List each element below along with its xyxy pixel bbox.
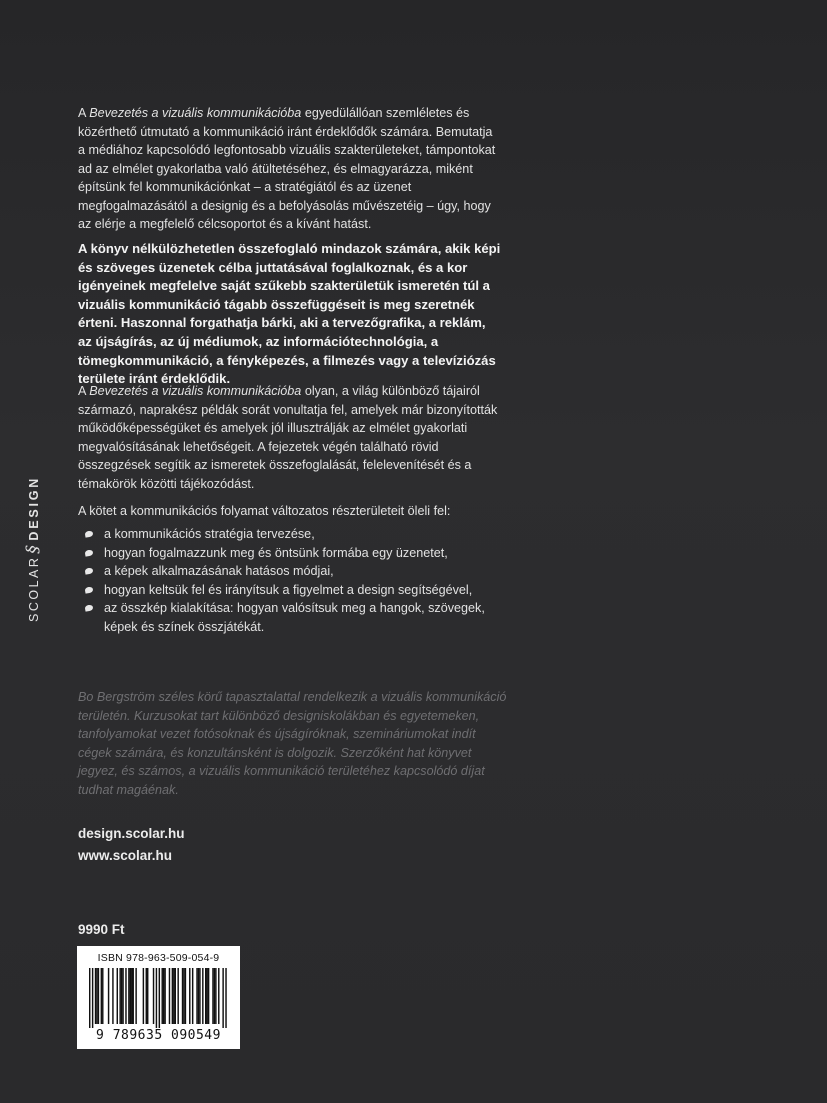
spine-brand-scolar: SCOLAR <box>27 555 41 622</box>
bullet-icon <box>85 568 94 575</box>
barcode-bar <box>169 968 170 1024</box>
barcode-bar <box>225 968 226 1028</box>
barcode-bar <box>214 968 215 1024</box>
barcode-digits: 9 789635 090549 <box>96 1028 221 1043</box>
barcode-bar <box>163 968 164 1024</box>
barcode-bar <box>222 968 223 1028</box>
list-item <box>84 599 514 636</box>
barcode-bar <box>199 968 200 1024</box>
intro-prefix: A <box>78 106 90 120</box>
barcode-bar <box>92 968 93 1028</box>
bold-paragraph-text: A könyv nélkülözhetetlen összefoglaló mindazok számára, akik képi és szöveges üzenetek célba juttatásával foglalkoznak, és a kor igényeinek megfelelve saját szűkebb szakterületük ismeretén túl a vizuális kommunikáció tágabb összefüggéseit is meg szeretnék érteni. Haszonnal forgathatja bárki, aki a tervezőgrafika, a reklám, az újságírás, az új médiumok, az információtechnológia, a tömegkommunikáció, a fényképezés, a filmezés vagy a televíziózás területe iránt érdeklődik. <box>78 241 501 387</box>
barcode-bar <box>121 968 122 1024</box>
isbn-label: ISBN 978-963-509-054-9 <box>97 952 220 964</box>
barcode-bar <box>162 968 163 1024</box>
list-intro <box>78 502 498 521</box>
list-item-text: hogyan fogalmazzunk meg és öntsünk formába egy üzenetet, <box>104 545 448 560</box>
barcode-bar <box>122 968 123 1024</box>
barcode-bar <box>102 968 103 1024</box>
barcode-bar <box>192 968 193 1024</box>
barcode-bar <box>185 968 186 1024</box>
barcode-bar <box>205 968 206 1024</box>
barcode-bar <box>196 968 197 1024</box>
barcode-bar <box>119 968 120 1024</box>
barcode-bar <box>108 968 109 1024</box>
list-item <box>84 581 514 600</box>
intro-paragraph <box>78 104 502 234</box>
barcode-bar <box>183 968 184 1024</box>
list-item <box>84 544 514 563</box>
barcode-bar <box>125 968 126 1024</box>
barcode-bar <box>112 968 113 1024</box>
barcode-bar <box>182 968 183 1024</box>
barcode-bar <box>98 968 99 1024</box>
url-www[interactable]: www.scolar.hu <box>78 848 173 863</box>
spine-brand-design: DESIGN <box>27 475 41 541</box>
bullet-icon <box>85 605 94 612</box>
examples-text: olyan, a világ különböző tájairól származó, naprakész példák sorát vonultatja fel, amelyek már bizonyították működőképességüket és amelyek jól illusztrálják az elmélet gyakorlati megvalósításának lehetőségeit. A fejezetek végén található rövid összegzések segítik az ismeretek összefoglalását, felelevenítését és a témakörök közötti tájékozódást. <box>78 384 498 491</box>
barcode-bar <box>153 968 154 1024</box>
bullet-icon <box>85 549 94 556</box>
barcode-bar <box>89 968 90 1028</box>
spine-brand <box>23 476 43 622</box>
barcode-bar <box>95 968 96 1024</box>
examples-paragraph <box>78 382 498 493</box>
barcode-bar <box>172 968 173 1024</box>
list-item-text: az összkép kialakítása: hogyan valósítsuk meg a hangok, szövegek, képek és színek összjátékát. <box>104 601 485 634</box>
barcode-bar <box>218 968 219 1024</box>
barcode-bar <box>101 968 102 1024</box>
barcode-bar <box>189 968 190 1024</box>
barcode-bar <box>131 968 132 1024</box>
price: 9990 Ft <box>78 922 125 937</box>
barcode-bar <box>159 968 160 1028</box>
barcode <box>77 946 240 1049</box>
bullet-icon <box>85 586 94 593</box>
list-intro-text: A kötet a kommunikációs folyamat változatos részterületeit öleli fel: <box>78 504 451 518</box>
barcode-bars-icon <box>81 968 236 1028</box>
barcode-bar <box>156 968 157 1028</box>
examples-prefix: A <box>78 384 90 398</box>
url-design[interactable]: design.scolar.hu <box>78 826 185 841</box>
scolar-logo-icon: § <box>23 542 43 554</box>
list-item <box>84 525 514 544</box>
bold-paragraph <box>78 240 502 389</box>
barcode-bar <box>128 968 129 1024</box>
barcode-bar <box>117 968 118 1024</box>
barcode-bar <box>206 968 207 1024</box>
bullet-icon <box>85 530 94 537</box>
barcode-bar <box>146 968 147 1024</box>
barcode-bar <box>215 968 216 1024</box>
author-bio: Bo Bergström széles körű tapasztalattal rendelkezik a vizuális kommunikáció területén. Kurzusokat tart különböző designiskolákban és egyetemeken, tanfolyamokat vezet fotósoknak és újságíróknak, szemináriumokat indít cégek számára, és konzultánsként is dolgozik. Szerzőként hat könyvet jegyez, és számos, a vizuális kommunikáció területéhez kapcsolódó díjat tudhat magáénak. <box>78 690 507 797</box>
barcode-bar <box>147 968 148 1024</box>
list-item <box>84 562 514 581</box>
list-item-text: hogyan keltsük fel és irányítsuk a figyelmet a design segítségével, <box>104 582 473 597</box>
list-item-text: a kommunikációs stratégia tervezése, <box>104 527 315 541</box>
intro-book-title: Bevezetés a vizuális kommunikációba <box>89 106 302 120</box>
intro-text: egyedülállóan szemléletes és közérthető útmutató a kommunikáció iránt érdeklődők számára. Bemutatja a médiához kapcsolódó legfontosabb vizuális szakterületeket, támpontokat ad az elmélet gyakorlatba való átültetéséhez, és elmagyarázza, miként építsünk fel kommunikációnkat – a stratégiától és az üzenet megfogalmazásától a designig és a befolyásolás művészetéig – úgy, hogy az elérje a megfelelő célcsoportot és a kívánt hatást. <box>78 106 496 231</box>
barcode-bar <box>133 968 134 1024</box>
barcode-bar <box>130 968 131 1024</box>
topics-list <box>84 525 514 637</box>
barcode-bar <box>143 968 144 1024</box>
barcode-bar <box>198 968 199 1024</box>
barcode-bar <box>173 968 174 1024</box>
examples-book-title: Bevezetés a vizuális kommunikációba <box>89 384 302 398</box>
barcode-bar <box>135 968 136 1024</box>
barcode-bar <box>212 968 213 1024</box>
barcode-bar <box>202 968 203 1024</box>
barcode-bar <box>164 968 165 1024</box>
barcode-bar <box>175 968 176 1024</box>
list-item-text: a képek alkalmazásának hatásos módjai, <box>104 564 334 579</box>
barcode-bar <box>96 968 97 1024</box>
barcode-bar <box>208 968 209 1024</box>
barcode-bar <box>177 968 178 1024</box>
